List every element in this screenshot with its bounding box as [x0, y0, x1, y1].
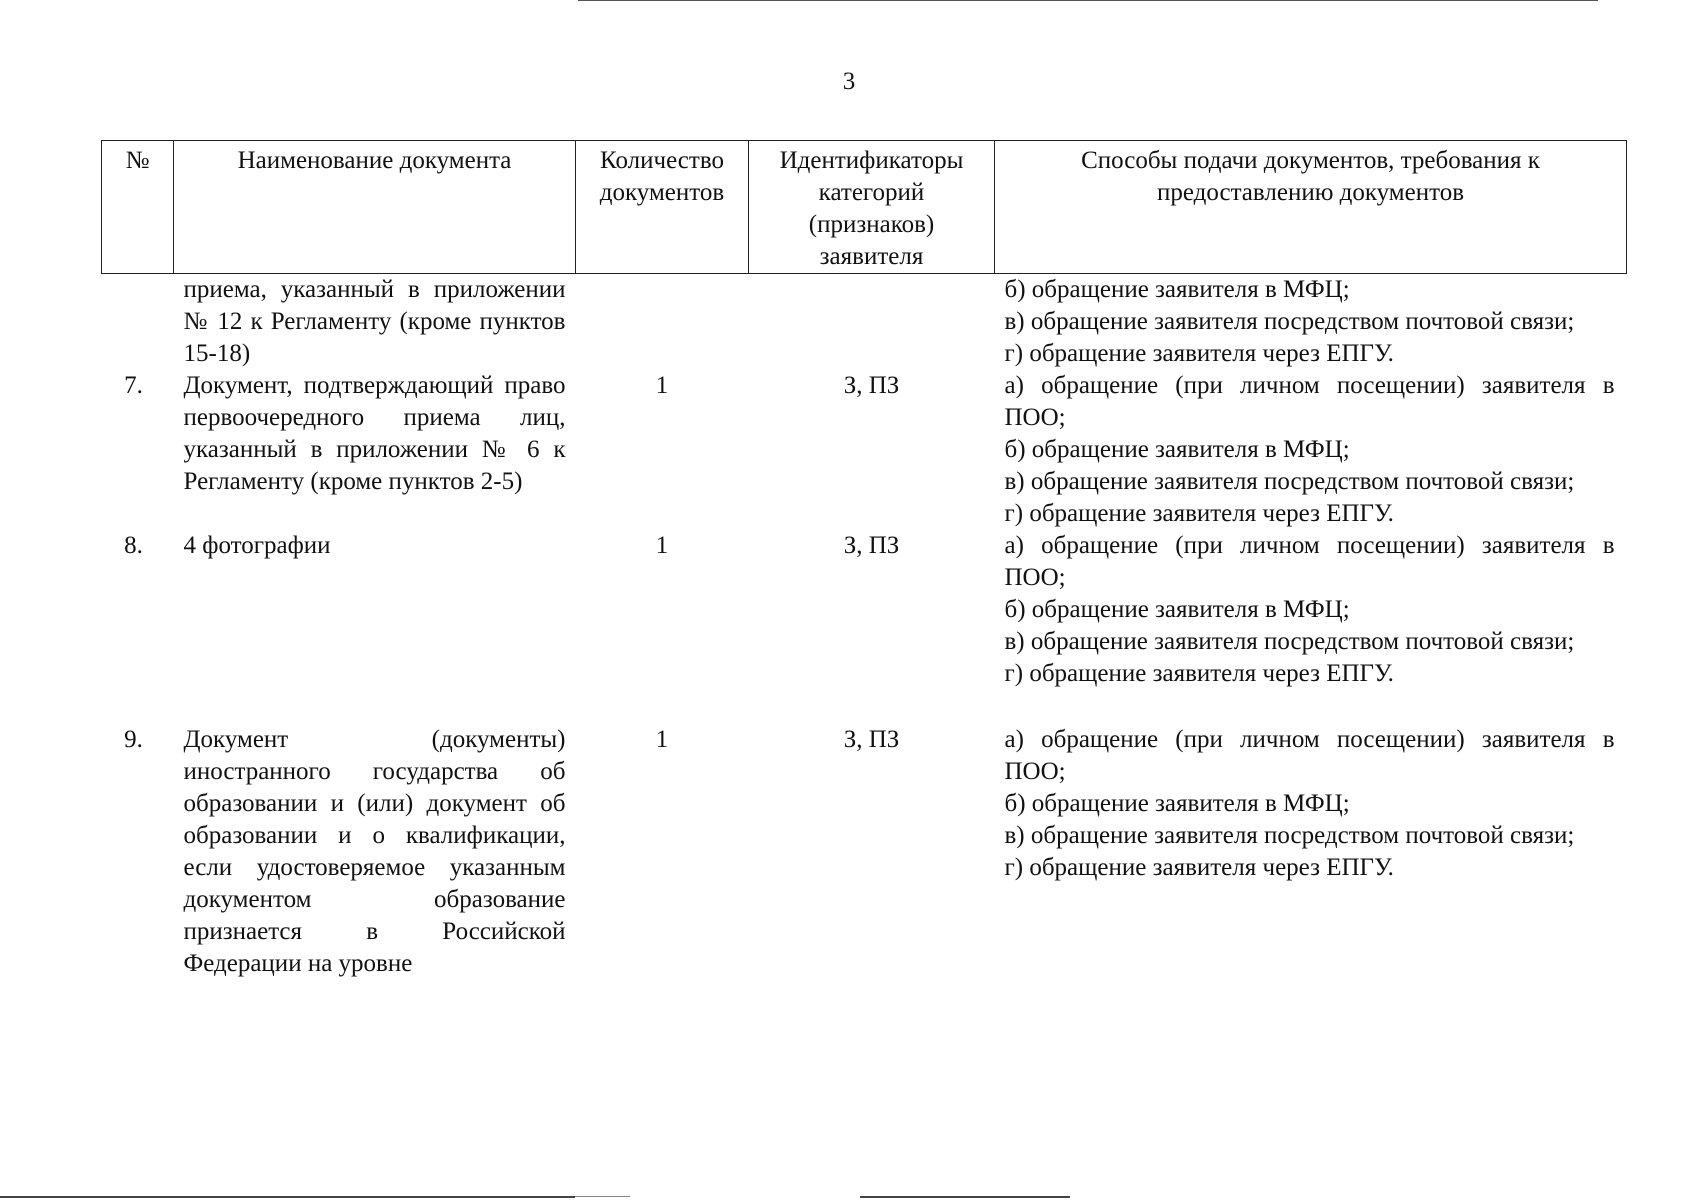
method-item: в) обращение заявителя посредством почтовой связи;: [1004, 628, 1575, 655]
method-item: в) обращение заявителя посредством почтовой связи;: [1004, 822, 1575, 849]
document-name: Документ (документы) иностранного государства об образовании и (или) документ об образовании и о квалификации, если удостоверяемое указанным документом образование признается в Российской Федерации на уровне: [183, 726, 566, 977]
method-item: а) обращение (при личном посещении) заявителя в ПОО;: [1004, 532, 1615, 591]
table-body: [102, 274, 1627, 981]
bottom-rule: [575, 1196, 630, 1197]
row-number: 8.: [124, 532, 143, 559]
document-name: 4 фотографии: [183, 532, 331, 559]
row-spacer: [102, 690, 1627, 724]
applicant-identifiers: З, ПЗ: [843, 372, 900, 399]
documents-table: [101, 140, 1627, 980]
method-item: б) обращение заявителя в МФЦ;: [1004, 276, 1350, 303]
table-row: [102, 274, 1627, 371]
document-count: 1: [655, 372, 669, 399]
table-row: [102, 724, 1627, 980]
header-number: №: [102, 141, 174, 274]
document-count: 1: [655, 532, 669, 559]
method-item: г) обращение заявителя через ЕПГУ.: [1004, 500, 1394, 527]
method-item: б) обращение заявителя в МФЦ;: [1004, 596, 1350, 623]
method-item: б) обращение заявителя в МФЦ;: [1004, 436, 1350, 463]
method-item: б) обращение заявителя в МФЦ;: [1004, 790, 1350, 817]
method-item: г) обращение заявителя через ЕПГУ.: [1004, 340, 1394, 367]
submission-methods: [995, 530, 1627, 690]
row-number: 7.: [124, 372, 143, 399]
method-item: г) обращение заявителя через ЕПГУ.: [1004, 854, 1394, 881]
document-name: приема, указанный в приложении № 12 к Регламенту (кроме пунктов 15-18): [183, 276, 566, 367]
applicant-identifiers: З, ПЗ: [843, 532, 900, 559]
applicant-identifiers: [749, 274, 995, 371]
document-name: Документ, подтверждающий право первоочередного приема лиц, указанный в приложении № 6 к Регламенту (кроме пунктов 2-5): [183, 372, 566, 495]
method-item: г) обращение заявителя через ЕПГУ.: [1004, 660, 1394, 687]
document-count: 1: [655, 726, 669, 753]
method-item: в) обращение заявителя посредством почтовой связи;: [1004, 468, 1575, 495]
bottom-rule: [860, 1196, 1070, 1198]
method-item: а) обращение (при личном посещении) заявителя в ПОО;: [1004, 372, 1615, 431]
submission-methods: [995, 274, 1627, 371]
submission-methods: [995, 370, 1627, 530]
document-count: [576, 274, 749, 371]
row-number: 9.: [124, 726, 143, 753]
table-row: [102, 530, 1627, 690]
header-document-count: Количество документов: [576, 141, 749, 274]
submission-methods: [995, 724, 1627, 980]
applicant-identifiers: З, ПЗ: [843, 726, 900, 753]
header-submission-methods: Способы подачи документов, требования к предоставлению документов: [995, 141, 1627, 274]
page-number: 3: [842, 68, 856, 95]
bottom-rule: [0, 1196, 575, 1198]
header-document-name: Наименование документа: [174, 141, 576, 274]
table-header: [102, 141, 1627, 274]
table-row: [102, 370, 1627, 530]
header-applicant-identifiers: Идентификаторы категорий (признаков) заявителя: [749, 141, 995, 274]
method-item: в) обращение заявителя посредством почтовой связи;: [1004, 308, 1575, 335]
method-item: а) обращение (при личном посещении) заявителя в ПОО;: [1004, 726, 1615, 785]
row-number: [102, 274, 174, 371]
top-rule: [578, 0, 1598, 1]
